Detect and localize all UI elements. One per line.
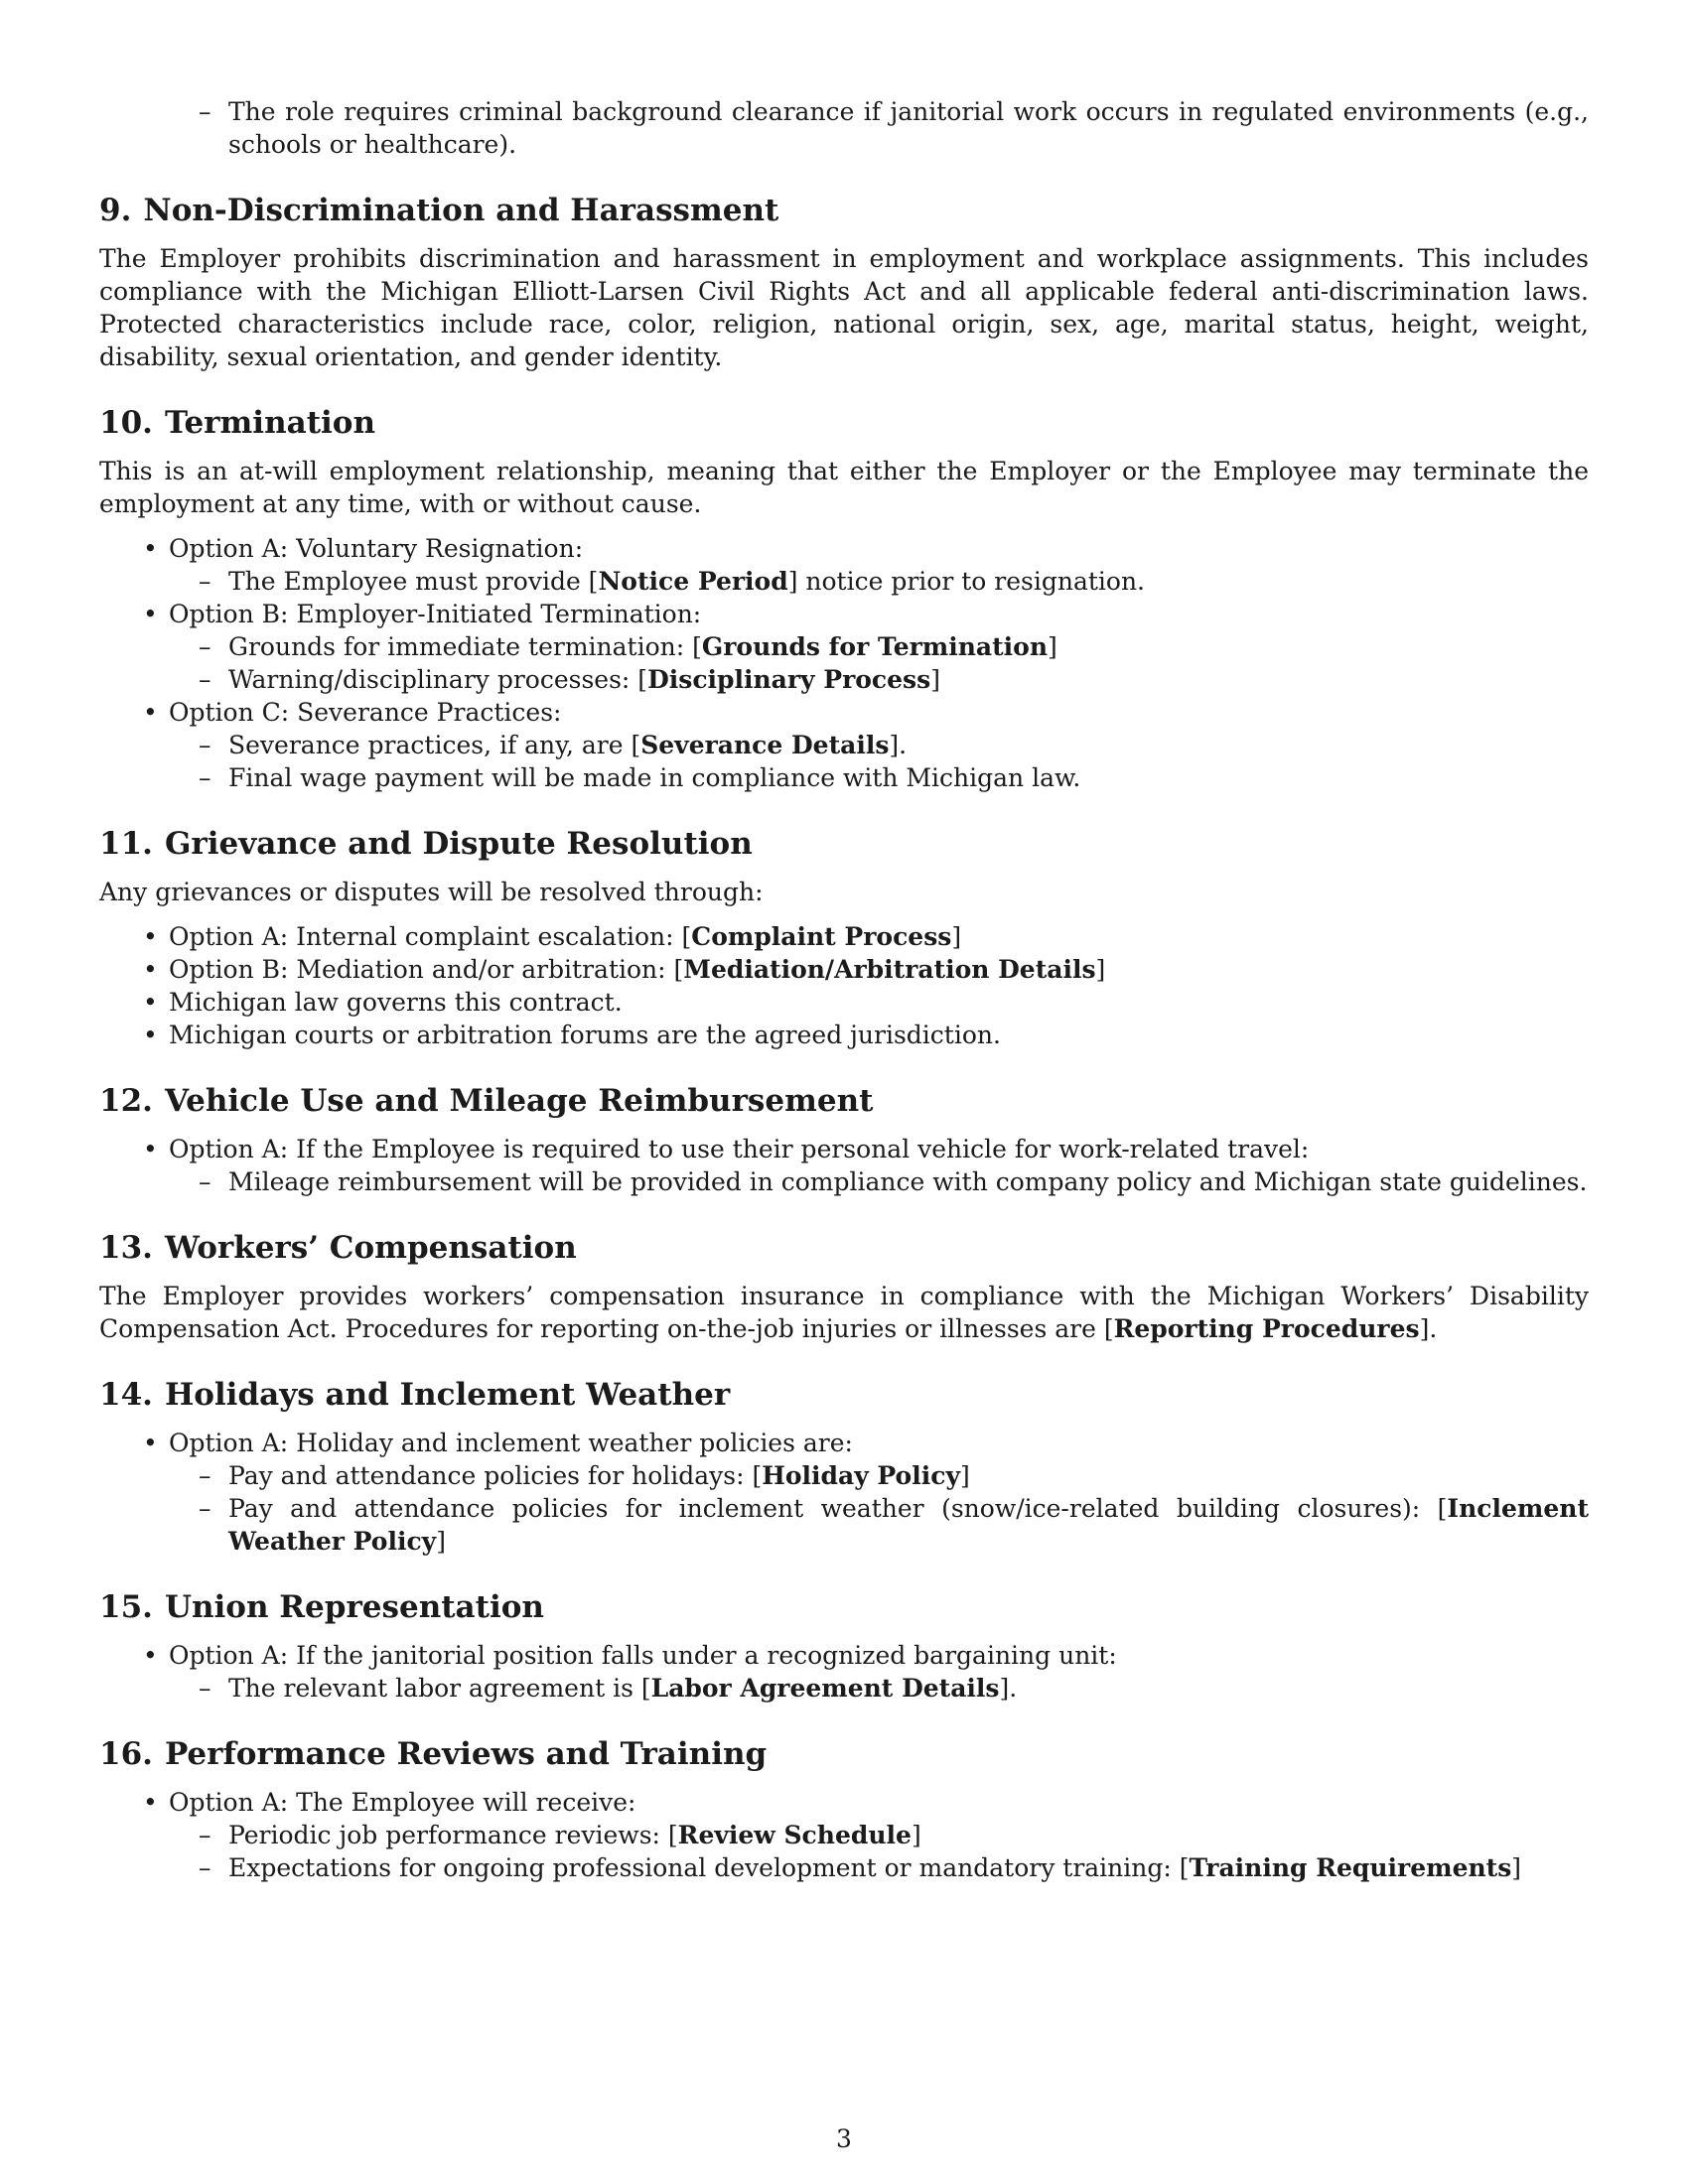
option-list [99, 1786, 1589, 1884]
option-list [99, 1133, 1589, 1198]
section-heading: 15. Union Representation [99, 1589, 544, 1625]
sub-list-item: – Pay and attendance policies for inclement weather (snow/ice-related building closures): [Inclement Weather Policy] [169, 1492, 1589, 1558]
placeholder-field: Labor Agreement Details [650, 1674, 1000, 1703]
placeholder-field: Disciplinary Process [647, 665, 931, 694]
sub-list-item: – The relevant labor agreement is [Labor Agreement Details]. [169, 1672, 1589, 1705]
placeholder-field: Review Schedule [677, 1821, 912, 1849]
placeholder-field: Holiday Policy [762, 1461, 960, 1490]
list-item: • Option A: The Employee will receive: – Periodic job performance reviews: [Review Schedule] – Expectations for ongoing professional development or mandatory training: [Training Requirements] [99, 1786, 1589, 1884]
section-heading: 12. Vehicle Use and Mileage Reimbursement [99, 1083, 874, 1119]
continued-list [99, 95, 1589, 161]
list-item: – The role requires criminal background clearance if janitorial work occurs in regulated environments (e.g., schools or healthcare). [169, 95, 1589, 161]
section-heading: 16. Performance Reviews and Training [99, 1736, 768, 1772]
placeholder-field: Complaint Process [691, 922, 952, 951]
list-item: • Option B: Mediation and/or arbitration: [Mediation/Arbitration Details] [99, 953, 1589, 986]
sub-list-item: – Expectations for ongoing professional development or mandatory training: [Training Requirements] [169, 1851, 1589, 1884]
section-heading: 11. Grievance and Dispute Resolution [99, 826, 753, 862]
sub-list-item: – Mileage reimbursement will be provided in compliance with company policy and Michigan state guidelines. [169, 1165, 1589, 1198]
placeholder-field: Reporting Procedures [1113, 1314, 1420, 1343]
list-item: • Michigan law governs this contract. [99, 986, 1589, 1019]
placeholder-field: Notice Period [598, 567, 788, 596]
page-number: 3 [836, 2124, 852, 2153]
section-9 [99, 191, 1589, 373]
list-item: • Option A: If the janitorial position falls under a recognized bargaining unit: – The relevant labor agreement is [Labor Agreement Details]. [99, 1639, 1589, 1705]
section-12 [99, 1081, 1589, 1198]
option-list [99, 920, 1589, 1051]
section-16 [99, 1734, 1589, 1884]
section-body: This is an at-will employment relationship, meaning that either the Employer or the Employee may terminate the employment at any time, with or without cause. [99, 457, 1589, 518]
section-heading: 10. Termination [99, 405, 376, 441]
option-list [99, 1639, 1589, 1705]
sub-list-item: – Grounds for immediate termination: [Grounds for Termination] [169, 630, 1589, 663]
sub-list-item: – Pay and attendance policies for holidays: [Holiday Policy] [169, 1459, 1589, 1492]
option-list [99, 1427, 1589, 1558]
section-body: The Employer prohibits discrimination and harassment in employment and workplace assignments. This includes compliance with the Michigan Elliott-Larsen Civil Rights Act and all applicable federal anti-discrimination laws. Protected characteristics include race, color, religion, national origin, sex, age, marital status, height, weight, disability, sexual orientation, and gender identity. [99, 244, 1589, 371]
section-13 [99, 1228, 1589, 1345]
document-page [99, 95, 1589, 1884]
section-10 [99, 403, 1589, 794]
section-11 [99, 824, 1589, 1051]
placeholder-field: Severance Details [640, 731, 890, 759]
sub-list-item: – The Employee must provide [Notice Period] notice prior to resignation. [169, 565, 1589, 598]
sub-list-item: – Severance practices, if any, are [Severance Details]. [169, 729, 1589, 761]
list-item: • Option A: Voluntary Resignation: – The Employee must provide [Notice Period] notice prior to resignation. [99, 532, 1589, 598]
section-14 [99, 1375, 1589, 1558]
list-item: • Option A: If the Employee is required to use their personal vehicle for work-related travel: – Mileage reimbursement will be provided in compliance with company policy and Michigan state guidelines. [99, 1133, 1589, 1198]
section-body: Any grievances or disputes will be resolved through: [99, 878, 764, 906]
placeholder-field: Training Requirements [1189, 1853, 1512, 1882]
list-item: • Option A: Internal complaint escalation: [Complaint Process] [99, 920, 1589, 953]
sub-list-item: – Final wage payment will be made in compliance with Michigan law. [169, 761, 1589, 794]
section-body: The Employer provides workers’ compensation insurance in compliance with the Michigan Workers’ Disability Compensation Act. Procedures for reporting on-the-job injuries or illnesses are [Reporting Procedures]. [99, 1282, 1589, 1343]
section-15 [99, 1587, 1589, 1705]
sub-list-item: – Periodic job performance reviews: [Review Schedule] [169, 1819, 1589, 1851]
list-item: • Option C: Severance Practices: – Severance practices, if any, are [Severance Details]. – Final wage payment will be made in compliance with Michigan law. [99, 696, 1589, 794]
list-item: • Option A: Holiday and inclement weather policies are: – Pay and attendance policies for holidays: [Holiday Policy] – Pay and attendance policies for inclement weather (snow/ice-related building closures): [Inclement Weather Policy] [99, 1427, 1589, 1558]
option-list [99, 532, 1589, 794]
sub-list-item: – Warning/disciplinary processes: [Disciplinary Process] [169, 663, 1589, 696]
section-heading: 9. Non-Discrimination and Harassment [99, 193, 779, 228]
placeholder-field: Grounds for Termination [701, 632, 1049, 661]
list-item: • Michigan courts or arbitration forums are the agreed jurisdiction. [99, 1019, 1589, 1051]
section-heading: 13. Workers’ Compensation [99, 1230, 577, 1266]
placeholder-field: Inclement Weather Policy [228, 1494, 1589, 1556]
placeholder-field: Mediation/Arbitration Details [683, 955, 1096, 984]
section-heading: 14. Holidays and Inclement Weather [99, 1377, 731, 1413]
list-item: • Option B: Employer-Initiated Termination: – Grounds for immediate termination: [Grounds for Termination] – Warning/disciplinary processes: [Disciplinary Process] [99, 598, 1589, 696]
